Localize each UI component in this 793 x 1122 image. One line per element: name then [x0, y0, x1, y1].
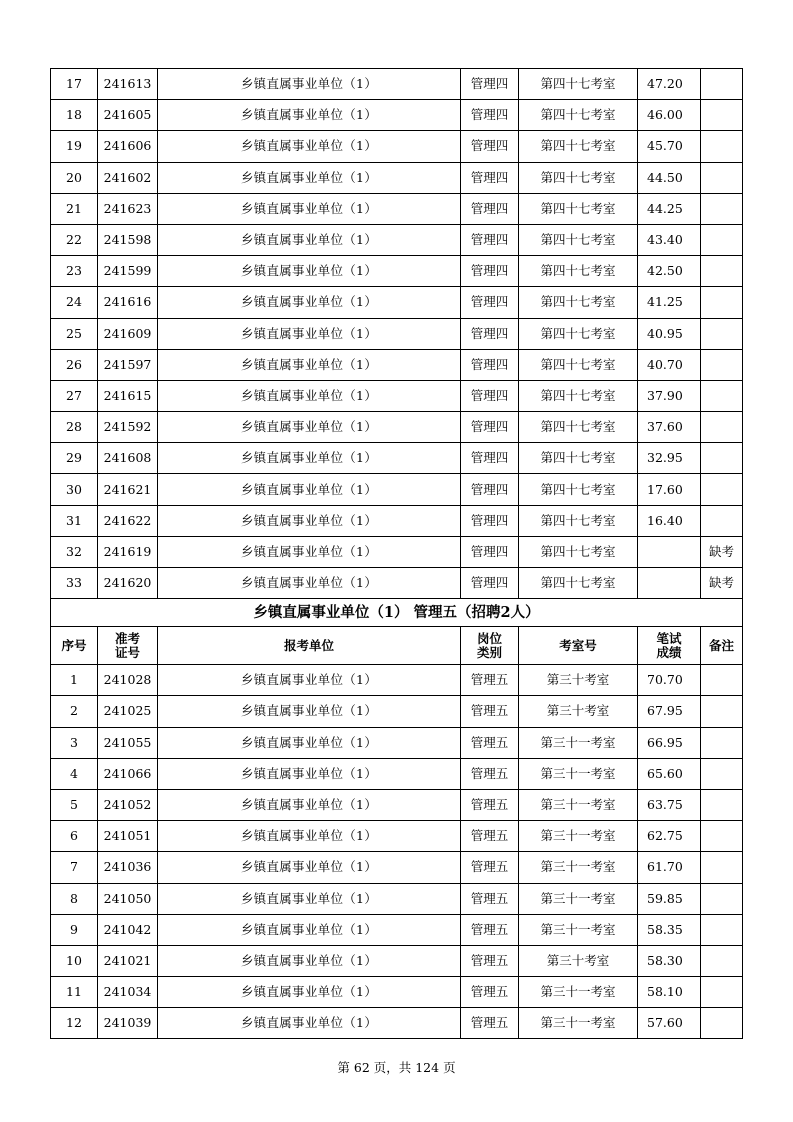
cell-post: 管理四	[461, 349, 519, 380]
cell-score: 37.90	[638, 380, 701, 411]
cell-id: 241039	[98, 1008, 158, 1039]
table-row	[51, 256, 743, 287]
cell-room: 第三十一考室	[519, 727, 638, 758]
section-title-row	[51, 599, 743, 627]
cell-post: 管理五	[461, 977, 519, 1008]
cell-id: 241616	[98, 287, 158, 318]
cell-no: 27	[51, 380, 98, 411]
cell-score: 58.35	[638, 914, 701, 945]
cell-note	[701, 412, 743, 443]
cell-note	[701, 287, 743, 318]
table-body-bottom	[51, 665, 743, 1039]
cell-post: 管理四	[461, 256, 519, 287]
cell-unit: 乡镇直属事业单位（1）	[158, 287, 461, 318]
cell-no: 33	[51, 568, 98, 599]
cell-score: 65.60	[638, 758, 701, 789]
header-no: 序号	[51, 627, 98, 665]
cell-post: 管理四	[461, 505, 519, 536]
cell-post: 管理四	[461, 131, 519, 162]
cell-room: 第三十一考室	[519, 883, 638, 914]
cell-unit: 乡镇直属事业单位（1）	[158, 256, 461, 287]
cell-post: 管理四	[461, 193, 519, 224]
cell-room: 第三十考室	[519, 945, 638, 976]
table-row	[51, 474, 743, 505]
header-score-text: 笔试成绩	[656, 630, 682, 660]
cell-room: 第四十七考室	[519, 536, 638, 567]
cell-post: 管理五	[461, 821, 519, 852]
table-row	[51, 69, 743, 100]
cell-unit: 乡镇直属事业单位（1）	[158, 380, 461, 411]
cell-score: 42.50	[638, 256, 701, 287]
cell-post: 管理四	[461, 100, 519, 131]
cell-post: 管理四	[461, 318, 519, 349]
cell-note	[701, 914, 743, 945]
cell-score: 40.95	[638, 318, 701, 349]
header-post	[461, 627, 519, 665]
cell-score: 46.00	[638, 100, 701, 131]
cell-score: 67.95	[638, 696, 701, 727]
cell-no: 24	[51, 287, 98, 318]
cell-note	[701, 318, 743, 349]
cell-score: 62.75	[638, 821, 701, 852]
table-row	[51, 100, 743, 131]
cell-room: 第四十七考室	[519, 443, 638, 474]
cell-unit: 乡镇直属事业单位（1）	[158, 162, 461, 193]
cell-id: 241609	[98, 318, 158, 349]
table-row	[51, 789, 743, 820]
cell-post: 管理五	[461, 727, 519, 758]
cell-post: 管理五	[461, 914, 519, 945]
cell-room: 第三十一考室	[519, 852, 638, 883]
cell-note	[701, 977, 743, 1008]
cell-unit: 乡镇直属事业单位（1）	[158, 318, 461, 349]
cell-no: 5	[51, 789, 98, 820]
cell-id: 241052	[98, 789, 158, 820]
cell-no: 11	[51, 977, 98, 1008]
cell-post: 管理五	[461, 758, 519, 789]
cell-id: 241028	[98, 665, 158, 696]
cell-id: 241620	[98, 568, 158, 599]
cell-unit: 乡镇直属事业单位（1）	[158, 224, 461, 255]
cell-note	[701, 193, 743, 224]
cell-unit: 乡镇直属事业单位（1）	[158, 443, 461, 474]
cell-unit: 乡镇直属事业单位（1）	[158, 665, 461, 696]
cell-unit: 乡镇直属事业单位（1）	[158, 727, 461, 758]
cell-note: 缺考	[701, 536, 743, 567]
cell-score: 63.75	[638, 789, 701, 820]
cell-id: 241050	[98, 883, 158, 914]
cell-no: 18	[51, 100, 98, 131]
cell-no: 1	[51, 665, 98, 696]
cell-room: 第三十考室	[519, 696, 638, 727]
cell-note	[701, 224, 743, 255]
cell-no: 20	[51, 162, 98, 193]
table-row	[51, 287, 743, 318]
cell-post: 管理五	[461, 1008, 519, 1039]
cell-no: 8	[51, 883, 98, 914]
cell-post: 管理四	[461, 224, 519, 255]
cell-score: 57.60	[638, 1008, 701, 1039]
cell-id: 241592	[98, 412, 158, 443]
table-row	[51, 914, 743, 945]
table-row	[51, 536, 743, 567]
cell-room: 第四十七考室	[519, 69, 638, 100]
cell-post: 管理四	[461, 287, 519, 318]
cell-note	[701, 131, 743, 162]
section-title: 乡镇直属事业单位（1） 管理五（招聘2人）	[51, 599, 743, 627]
cell-post: 管理四	[461, 443, 519, 474]
cell-id: 241598	[98, 224, 158, 255]
cell-no: 19	[51, 131, 98, 162]
cell-room: 第四十七考室	[519, 318, 638, 349]
cell-note	[701, 758, 743, 789]
cell-note	[701, 727, 743, 758]
cell-score: 43.40	[638, 224, 701, 255]
cell-unit: 乡镇直属事业单位（1）	[158, 100, 461, 131]
cell-unit: 乡镇直属事业单位（1）	[158, 945, 461, 976]
table-row	[51, 883, 743, 914]
cell-note	[701, 69, 743, 100]
cell-unit: 乡镇直属事业单位（1）	[158, 696, 461, 727]
cell-id: 241622	[98, 505, 158, 536]
cell-room: 第四十七考室	[519, 505, 638, 536]
cell-id: 241055	[98, 727, 158, 758]
cell-room: 第四十七考室	[519, 256, 638, 287]
cell-note	[701, 443, 743, 474]
cell-unit: 乡镇直属事业单位（1）	[158, 536, 461, 567]
cell-score: 66.95	[638, 727, 701, 758]
cell-post: 管理四	[461, 474, 519, 505]
cell-unit: 乡镇直属事业单位（1）	[158, 789, 461, 820]
cell-room: 第三十考室	[519, 665, 638, 696]
cell-no: 6	[51, 821, 98, 852]
cell-note	[701, 474, 743, 505]
cell-id: 241619	[98, 536, 158, 567]
cell-post: 管理四	[461, 568, 519, 599]
cell-unit: 乡镇直属事业单位（1）	[158, 568, 461, 599]
cell-room: 第四十七考室	[519, 380, 638, 411]
header-row	[51, 627, 743, 665]
cell-unit: 乡镇直属事业单位（1）	[158, 131, 461, 162]
cell-post: 管理四	[461, 536, 519, 567]
table-row	[51, 945, 743, 976]
cell-no: 22	[51, 224, 98, 255]
cell-score: 44.50	[638, 162, 701, 193]
cell-no: 30	[51, 474, 98, 505]
table-row	[51, 821, 743, 852]
cell-no: 12	[51, 1008, 98, 1039]
table-row	[51, 193, 743, 224]
cell-room: 第四十七考室	[519, 568, 638, 599]
cell-id: 241021	[98, 945, 158, 976]
page-footer: 第 62 页，共 124 页	[337, 1060, 456, 1075]
cell-id: 241602	[98, 162, 158, 193]
cell-score: 70.70	[638, 665, 701, 696]
table-row	[51, 318, 743, 349]
cell-post: 管理五	[461, 696, 519, 727]
cell-score: 44.25	[638, 193, 701, 224]
cell-post: 管理四	[461, 162, 519, 193]
cell-note	[701, 945, 743, 976]
table-row	[51, 758, 743, 789]
cell-no: 25	[51, 318, 98, 349]
cell-score: 58.10	[638, 977, 701, 1008]
table-row	[51, 727, 743, 758]
cell-id: 241621	[98, 474, 158, 505]
cell-unit: 乡镇直属事业单位（1）	[158, 977, 461, 1008]
header-score	[638, 627, 701, 665]
cell-no: 32	[51, 536, 98, 567]
cell-post: 管理四	[461, 380, 519, 411]
section-block	[51, 599, 743, 665]
cell-note	[701, 349, 743, 380]
table-row	[51, 443, 743, 474]
cell-post: 管理四	[461, 412, 519, 443]
cell-id: 241599	[98, 256, 158, 287]
cell-id: 241597	[98, 349, 158, 380]
cell-no: 17	[51, 69, 98, 100]
cell-post: 管理五	[461, 945, 519, 976]
cell-no: 4	[51, 758, 98, 789]
cell-no: 31	[51, 505, 98, 536]
cell-no: 26	[51, 349, 98, 380]
cell-id: 241025	[98, 696, 158, 727]
cell-room: 第四十七考室	[519, 131, 638, 162]
cell-note	[701, 883, 743, 914]
table-row	[51, 224, 743, 255]
table-row	[51, 665, 743, 696]
cell-room: 第三十一考室	[519, 977, 638, 1008]
cell-id: 241051	[98, 821, 158, 852]
cell-unit: 乡镇直属事业单位（1）	[158, 883, 461, 914]
header-unit: 报考单位	[158, 627, 461, 665]
cell-score: 59.85	[638, 883, 701, 914]
cell-score: 37.60	[638, 412, 701, 443]
cell-room: 第四十七考室	[519, 100, 638, 131]
cell-no: 23	[51, 256, 98, 287]
header-post-text: 岗位类别	[476, 630, 502, 660]
cell-score: 45.70	[638, 131, 701, 162]
cell-note	[701, 789, 743, 820]
cell-unit: 乡镇直属事业单位（1）	[158, 1008, 461, 1039]
cell-score	[638, 536, 701, 567]
cell-score: 47.20	[638, 69, 701, 100]
cell-room: 第三十一考室	[519, 1008, 638, 1039]
cell-room: 第四十七考室	[519, 162, 638, 193]
cell-room: 第四十七考室	[519, 224, 638, 255]
cell-unit: 乡镇直属事业单位（1）	[158, 349, 461, 380]
cell-id: 241606	[98, 131, 158, 162]
table-row	[51, 696, 743, 727]
cell-no: 28	[51, 412, 98, 443]
table-row	[51, 380, 743, 411]
cell-note	[701, 100, 743, 131]
cell-note	[701, 852, 743, 883]
cell-score: 17.60	[638, 474, 701, 505]
cell-note	[701, 821, 743, 852]
cell-unit: 乡镇直属事业单位（1）	[158, 412, 461, 443]
cell-score: 16.40	[638, 505, 701, 536]
cell-id: 241613	[98, 69, 158, 100]
cell-score: 41.25	[638, 287, 701, 318]
cell-room: 第四十七考室	[519, 412, 638, 443]
table-row	[51, 349, 743, 380]
cell-post: 管理五	[461, 883, 519, 914]
score-table	[50, 68, 743, 1039]
cell-id: 241034	[98, 977, 158, 1008]
cell-score: 58.30	[638, 945, 701, 976]
cell-room: 第四十七考室	[519, 193, 638, 224]
cell-unit: 乡镇直属事业单位（1）	[158, 474, 461, 505]
cell-note	[701, 696, 743, 727]
cell-no: 10	[51, 945, 98, 976]
cell-post: 管理五	[461, 852, 519, 883]
cell-unit: 乡镇直属事业单位（1）	[158, 852, 461, 883]
cell-score	[638, 568, 701, 599]
cell-unit: 乡镇直属事业单位（1）	[158, 69, 461, 100]
table-row	[51, 162, 743, 193]
cell-no: 9	[51, 914, 98, 945]
cell-id: 241036	[98, 852, 158, 883]
table-row	[51, 852, 743, 883]
cell-score: 61.70	[638, 852, 701, 883]
table-row	[51, 1008, 743, 1039]
cell-id: 241605	[98, 100, 158, 131]
cell-id: 241042	[98, 914, 158, 945]
cell-unit: 乡镇直属事业单位（1）	[158, 193, 461, 224]
cell-score: 40.70	[638, 349, 701, 380]
cell-no: 29	[51, 443, 98, 474]
cell-note	[701, 665, 743, 696]
cell-score: 32.95	[638, 443, 701, 474]
cell-note	[701, 162, 743, 193]
cell-note	[701, 256, 743, 287]
header-room: 考室号	[519, 627, 638, 665]
cell-id: 241615	[98, 380, 158, 411]
cell-post: 管理四	[461, 69, 519, 100]
cell-note: 缺考	[701, 568, 743, 599]
cell-room: 第三十一考室	[519, 914, 638, 945]
cell-no: 21	[51, 193, 98, 224]
cell-unit: 乡镇直属事业单位（1）	[158, 821, 461, 852]
cell-room: 第三十一考室	[519, 789, 638, 820]
cell-note	[701, 1008, 743, 1039]
cell-unit: 乡镇直属事业单位（1）	[158, 505, 461, 536]
cell-unit: 乡镇直属事业单位（1）	[158, 758, 461, 789]
cell-post: 管理五	[461, 665, 519, 696]
cell-room: 第三十一考室	[519, 758, 638, 789]
cell-id: 241623	[98, 193, 158, 224]
cell-room: 第四十七考室	[519, 474, 638, 505]
table-row	[51, 131, 743, 162]
cell-id: 241608	[98, 443, 158, 474]
cell-post: 管理五	[461, 789, 519, 820]
table-row	[51, 977, 743, 1008]
cell-room: 第三十一考室	[519, 821, 638, 852]
table-row	[51, 568, 743, 599]
header-note: 备注	[701, 627, 743, 665]
table-body-top	[51, 69, 743, 599]
cell-room: 第四十七考室	[519, 287, 638, 318]
cell-no: 3	[51, 727, 98, 758]
cell-id: 241066	[98, 758, 158, 789]
header-id	[98, 627, 158, 665]
cell-unit: 乡镇直属事业单位（1）	[158, 914, 461, 945]
table-row	[51, 505, 743, 536]
cell-note	[701, 380, 743, 411]
table-row	[51, 412, 743, 443]
header-id-text: 准考证号	[114, 630, 140, 660]
cell-no: 7	[51, 852, 98, 883]
cell-room: 第四十七考室	[519, 349, 638, 380]
cell-note	[701, 505, 743, 536]
cell-no: 2	[51, 696, 98, 727]
